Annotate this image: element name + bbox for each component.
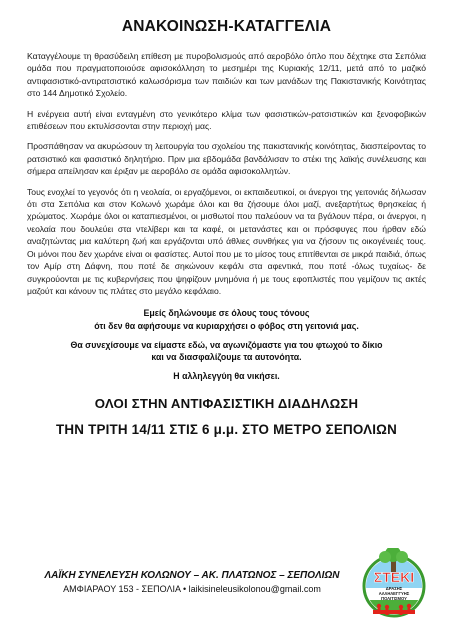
statement: Θα συνεχίσουμε να είμαστε εδώ, να αγωνιζόμαστε για του φτωχού το δίκιο και να διασφαλίζουμε τα αυτονόητα.	[70, 339, 383, 363]
body-paragraphs	[27, 50, 426, 297]
logo-sub1: ΔΡΑΣΗΣ	[385, 586, 403, 591]
paragraph: Η ενέργεια αυτή είναι ενταγμένη στο γενικότερο κλίμα των φασιστικών-ρατσιστικών και ξενοφοβικών επιθέσεων που εκτυλίσσονται στην περιοχή μας.	[27, 108, 426, 132]
document-title: ΑΝΑΚΟΙΝΩΣΗ-ΚΑΤΑΓΓΕΛΙΑ	[121, 18, 332, 35]
steki-logo	[361, 548, 427, 622]
paragraph: Τους ενοχλεί το γεγονός ότι η νεολαία, οι εργαζόμενοι, οι εκπαιδευτικοί, οι άνεργοι της γειτονιάς δήλωσαν ότι στα Σεπόλια και στον Κολωνό χωράμε όλοι και θα ζήσουμε όλοι μαζί, ανεξαρτήτως θρησκείας ή χρώματος. Χωράμε όλοι οι καταπιεσμένοι, οι μισθωτοί που παλεύουν να τα βγάλουν πέρα, οι άνεργοι, η νεολαία που δουλεύει στα ντελίβερι και τα καφέ, οι μετανάστες και οι πρόσφυγες που ήρθαν εδώ αναζητώντας μια καλύτερη ζωή και εργάζονται υπό άθλιες συνθήκες για να ζήσουν τις οικογένειές τους. Οι μόνοι που δεν χωράνε είναι οι φασίστες. Αυτοί που με το μίσος τους επιτίθενται σε μικρά παιδιά, όπως τον Αμίρ στη Δάφνη, που ποτέ δε σηκώνουν κεφάλι στα αφεντικά, που ποτέ -όλως τυχαίως- δε συγκρούονται με τις κυβερνήσεις που ψηφίζουν μνημόνια ή με τους εφοπλιστές που γεμίζουν τις ακτές μαζούτ και κάνουν τις πλάτες στο μεγάλο κεφάλαιο.	[27, 186, 426, 296]
statement: Εμείς δηλώνουμε σε όλους τους τόνους ότι δεν θα αφήσουμε να κυριαρχήσει ο φόβος στη γειτονιά μας.	[94, 308, 359, 331]
bold-statements	[27, 307, 426, 382]
logo-sub2: ΑΛΛΗΛΕΓΓΥΗΣ	[378, 591, 410, 596]
footer-contact: ΑΜΦΙΑΡΑΟΥ 153 - ΣΕΠΟΛΙΑ • laikisineleusikolonou@gmail.com	[63, 584, 321, 594]
logo-banner	[373, 610, 415, 614]
footer-organization: ΛΑΪΚΗ ΣΥΝΕΛΕΥΣΗ ΚΟΛΩΝΟΥ – ΑΚ. ΠΛΑΤΩΝΟΣ – ΣΕΠΟΛΙΩΝ	[44, 570, 340, 581]
statement: Η αλληλεγγύη θα νικήσει.	[173, 370, 280, 381]
demonstration-callout: ΟΛΟΙ ΣΤΗΝ ΑΝΤΙΦΑΣΙΣΤΙΚΗ ΔΙΑΔΗΛΩΣΗ	[94, 396, 359, 412]
demonstration-time-place: ΤΗΝ ΤΡΙΤΗ 14/11 ΣΤΙΣ 6 μ.μ. ΣΤΟ ΜΕΤΡΟ ΣΕΠΟΛΙΩΝ	[56, 422, 397, 438]
footer	[27, 570, 357, 594]
logo-sub3: ΠΟΛΙΤΙΣΜΟΥ	[381, 596, 407, 601]
paragraph: Προσπάθησαν να ακυρώσουν τη λειτουργία του σχολείου της πακιστανικής κοινότητας, διασπείροντας το ρατσιστικό και φασιστικό δηλητήριο. Πριν μια εβδομάδα βανδάλισαν το στέκι της λαϊκής συνέλευσης και σήμερα απείλησαν και έριξαν με αεροβόλο σε ομάδα αφισοκολλητών.	[27, 141, 426, 177]
logo-word: ΣΤΕΚΙ	[373, 569, 415, 585]
paragraph: Καταγγέλουμε τη θρασύδειλη επίθεση με πυροβολισμούς από αεροβόλο όπλο που δέχτηκε στα Σεπόλια ομάδα που πραγματοποιούσε αφισοκόλληση το μεσημέρι της Κυριακής 12/11, μετά από το μαζικό αντιφασιστικό-αντιρατσιστικό καλωσόρισμα των παιδιών και των μανάδων της Πακιστανικής Κοινότητας στο 144 Δημοτικό Σχολείο.	[27, 51, 426, 99]
